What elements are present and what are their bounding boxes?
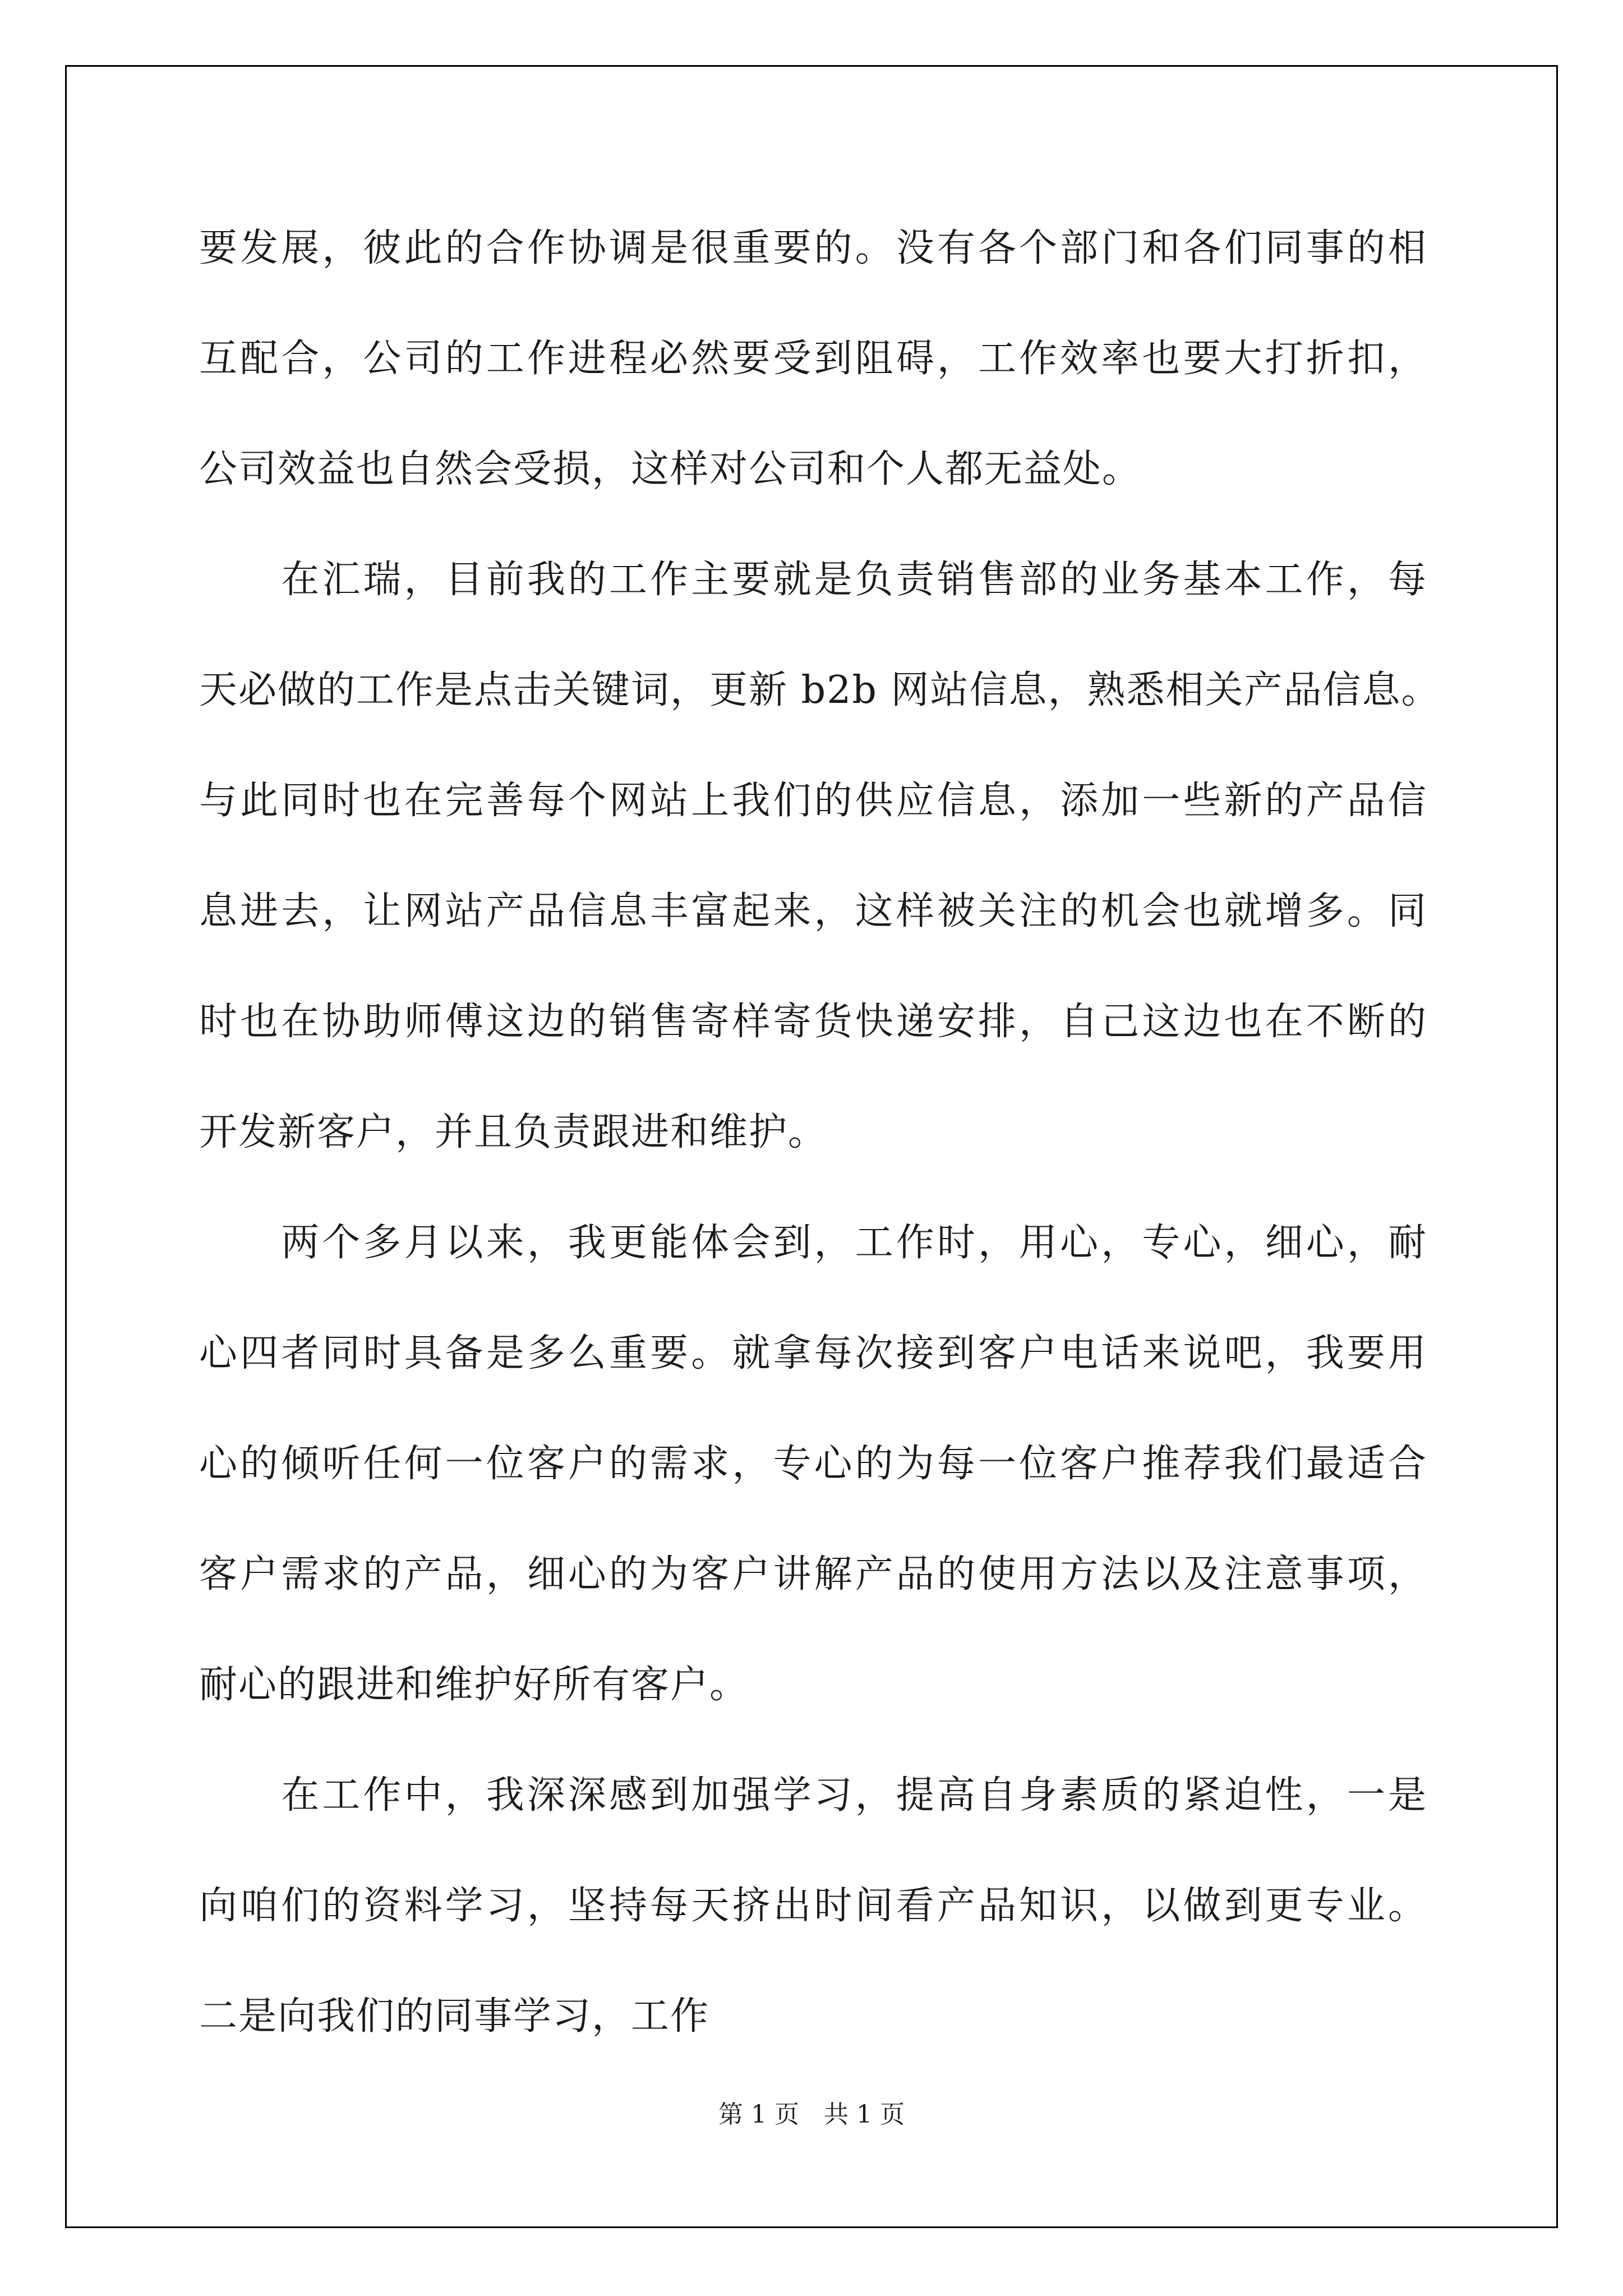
text-line: 开发新客户，并且负责跟进和维护。	[199, 1110, 828, 1154]
text-line: 心四者同时具备是多么重要。就拿每次接到客户电话来说吧，我要用	[199, 1331, 1427, 1375]
text-line: 向咱们的资料学习，坚持每天挤出时间看产品知识，以做到更专业。	[199, 1884, 1427, 1928]
text-line: 客户需求的产品，细心的为客户讲解产品的使用方法以及注意事项，	[199, 1552, 1427, 1596]
text-line: 心的倾听任何一位客户的需求，专心的为每一位客户推荐我们最适合	[199, 1442, 1427, 1486]
text-line: 息进去，让网站产品信息丰富起来，这样被关注的机会也就增多。同	[199, 889, 1427, 933]
text-line: 二是向我们的同事学习，工作	[199, 1994, 710, 2039]
text-line: 时也在协助师傅这边的销售寄样寄货快递安排，自己这边也在不断的	[199, 1000, 1427, 1044]
text-line: 耐心的跟进和维护好所有客户。	[199, 1663, 749, 1707]
text-line: 两个多月以来，我更能体会到，工作时，用心，专心，细心，耐	[199, 1221, 1427, 1265]
text-line: 天必做的工作是点击关键词，更新 b2b 网站信息，熟悉相关产品信息。	[199, 668, 1441, 712]
text-line: 公司效益也自然会受损，这样对公司和个人都无益处。	[199, 447, 1142, 491]
page-footer: 第 1 页 共 1 页	[718, 2100, 905, 2129]
text-line: 与此同时也在完善每个网站上我们的供应信息，添加一些新的产品信	[199, 779, 1427, 823]
text-line: 要发展，彼此的合作协调是很重要的。没有各个部门和各们同事的相	[199, 226, 1427, 270]
text-line: 互配合，公司的工作进程必然要受到阻碍，工作效率也要大打折扣，	[199, 337, 1427, 381]
text-line: 在工作中，我深深感到加强学习，提高自身素质的紧迫性，一是	[199, 1773, 1427, 1818]
text-line: 在汇瑞，目前我的工作主要就是负责销售部的业务基本工作，每	[199, 558, 1427, 602]
